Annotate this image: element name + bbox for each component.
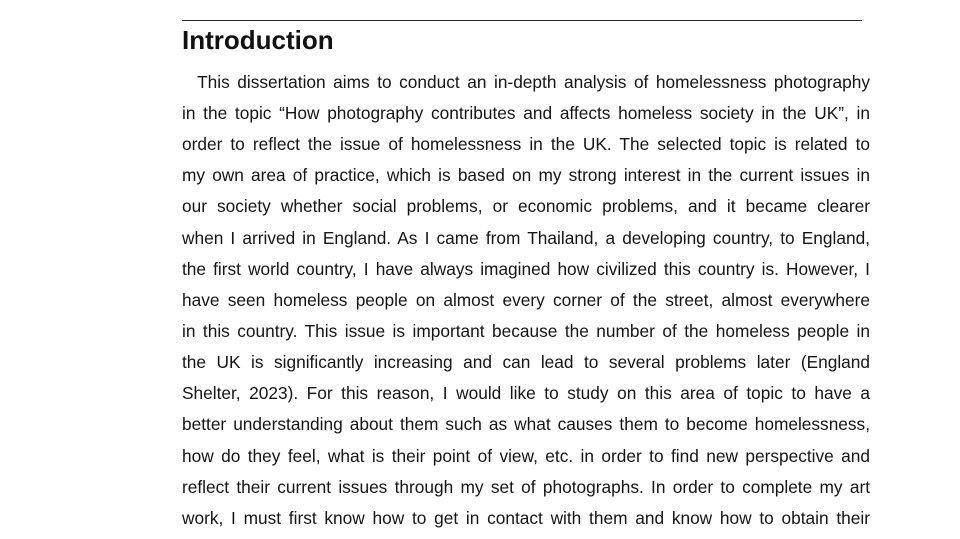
paragraph-line: This dissertation aims to conduct an in-depth analysis of homelessness photography <box>182 72 870 92</box>
section-heading: Introduction <box>182 25 334 55</box>
header-rule <box>182 20 862 21</box>
paragraph-line: the first world country, I have always imagined how civilized this country is. However, I <box>182 259 870 279</box>
paragraph-line: work, I must first know how to get in contact with them and know how to obtain their <box>182 508 870 528</box>
paragraph-line: order to reflect the issue of homelessness in the UK. The selected topic is related to <box>182 134 870 154</box>
paragraph-line: in this country. This issue is important because the number of the homeless people in <box>182 321 870 341</box>
paragraph-line: the UK is significantly increasing and can lead to several problems later (England <box>182 352 870 372</box>
paragraph-line: better understanding about them such as what causes them to become homelessness, <box>182 414 870 434</box>
paragraph-line: when I arrived in England. As I came from Thailand, a developing country, to England, <box>182 228 870 248</box>
paragraph-line: reflect their current issues through my set of photographs. In order to complete my art <box>182 477 870 497</box>
paragraph-line: have seen homeless people on almost every corner of the street, almost everywhere <box>182 290 870 310</box>
paragraph-line: my own area of practice, which is based on my strong interest in the current issues in <box>182 165 870 185</box>
paragraph-line: Shelter, 2023). For this reason, I would like to study on this area of topic to have a <box>182 383 870 403</box>
paragraph-line: in the topic “How photography contributes and affects homeless society in the UK”, in <box>182 103 870 123</box>
paragraph-line: our society whether social problems, or economic problems, and it became clearer <box>182 196 870 216</box>
paragraph-line: how do they feel, what is their point of view, etc. in order to find new perspective and <box>182 446 870 466</box>
